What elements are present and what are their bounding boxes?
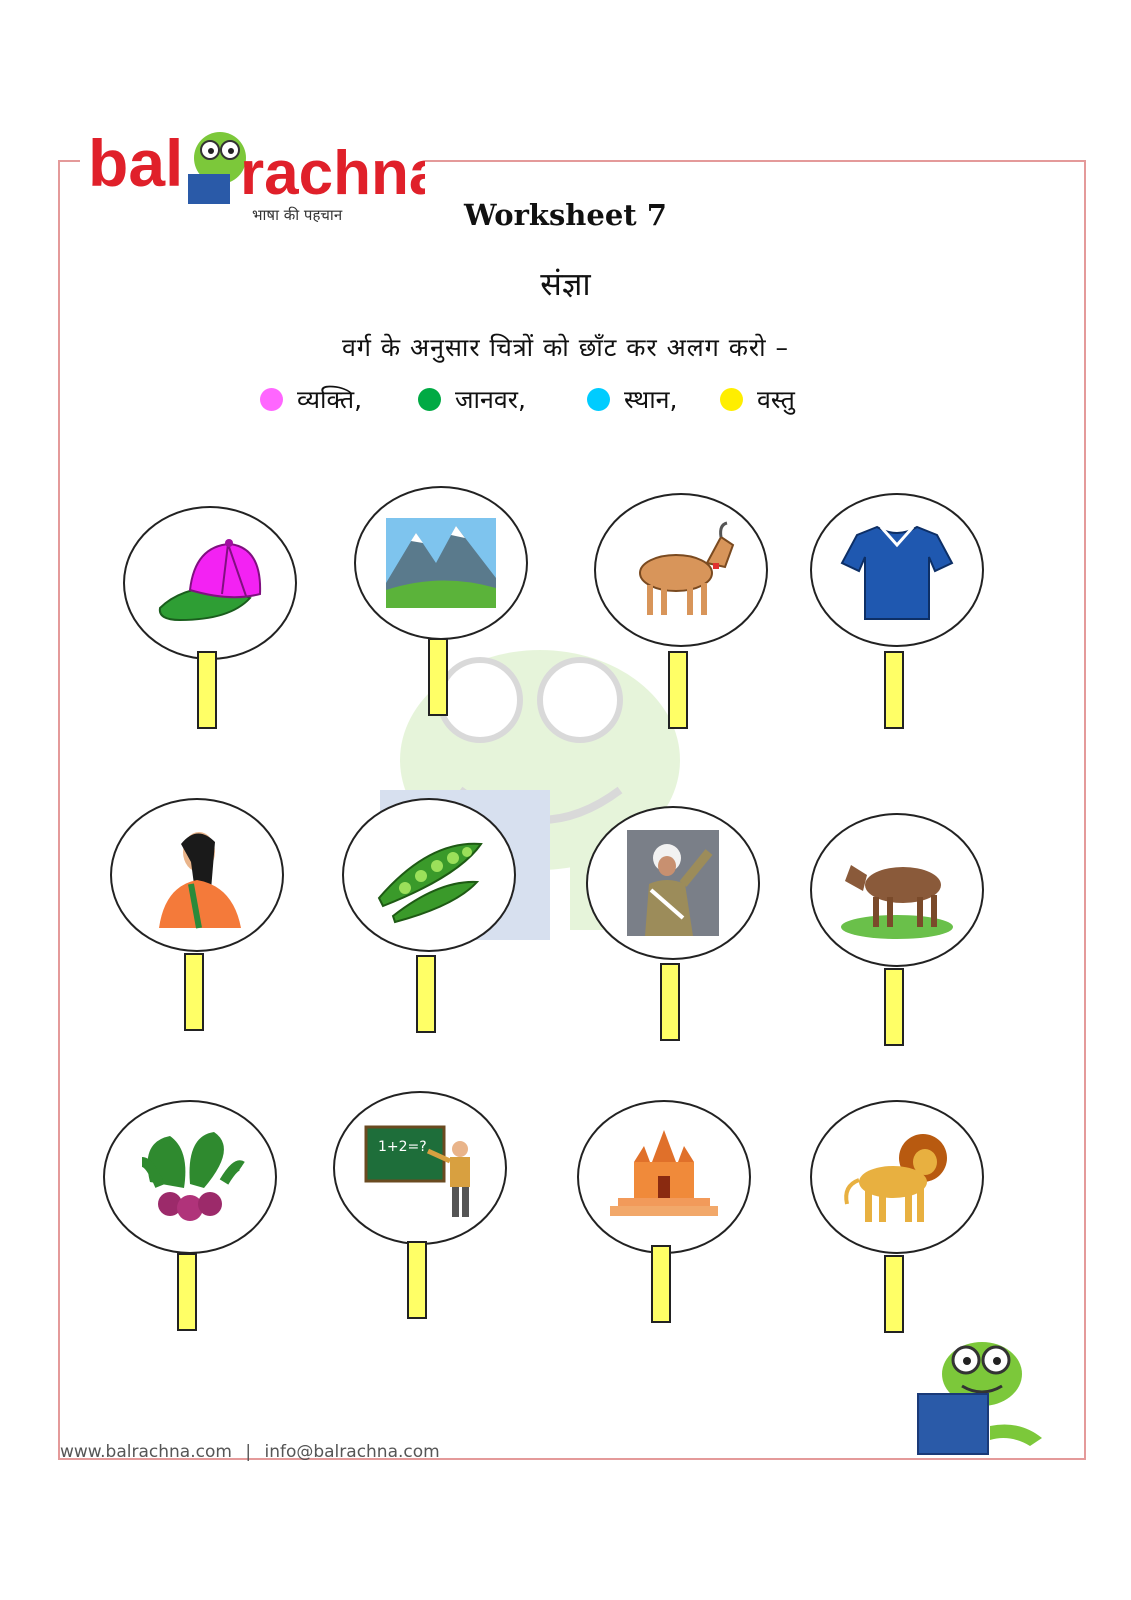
stick bbox=[668, 651, 688, 729]
picture-circle bbox=[110, 798, 284, 952]
picture-circle bbox=[342, 798, 516, 952]
picture-circle bbox=[810, 1100, 984, 1254]
stick bbox=[197, 651, 217, 729]
woman-icon bbox=[137, 820, 257, 930]
temple-icon bbox=[604, 1122, 724, 1232]
goat-icon bbox=[621, 515, 741, 625]
picture-circle bbox=[577, 1100, 751, 1254]
stick bbox=[416, 955, 436, 1033]
stick bbox=[651, 1245, 671, 1323]
subtitle: संज्ञा bbox=[540, 265, 591, 303]
green-dot-icon bbox=[418, 388, 441, 411]
picture-circle bbox=[103, 1100, 277, 1254]
legend-item-animal: जानवर, bbox=[418, 382, 526, 416]
picture-circle bbox=[586, 806, 760, 960]
blue-dot-icon bbox=[587, 388, 610, 411]
stick bbox=[660, 963, 680, 1041]
stick bbox=[884, 651, 904, 729]
svg-text:bal: bal bbox=[88, 126, 184, 200]
picture-circle bbox=[123, 506, 297, 660]
shirt-icon bbox=[837, 515, 957, 625]
picture-circle bbox=[810, 493, 984, 647]
footer-separator: | bbox=[245, 1442, 252, 1462]
instruction: वर्ग के अनुसार चित्रों को छाँट कर अलग करो – bbox=[341, 333, 790, 362]
yellow-dot-icon bbox=[720, 388, 743, 411]
mountains-icon bbox=[381, 508, 501, 618]
cow-icon bbox=[837, 835, 957, 945]
teacher-icon bbox=[360, 1113, 480, 1223]
picture-circle bbox=[810, 813, 984, 967]
mascot-icon bbox=[910, 1330, 1050, 1460]
brand-tagline: भाषा की पहचान bbox=[252, 206, 343, 224]
stick bbox=[884, 1255, 904, 1333]
stick bbox=[184, 953, 204, 1031]
picture-circle bbox=[354, 486, 528, 640]
peas-icon bbox=[369, 820, 489, 930]
cap-icon bbox=[150, 528, 270, 638]
legend-item-place: स्थान, bbox=[587, 382, 678, 416]
worksheet-title: Worksheet 7 bbox=[464, 198, 667, 232]
board-text: 1+2=? bbox=[378, 1139, 427, 1155]
traffic-police-icon bbox=[613, 828, 733, 938]
lion-icon bbox=[837, 1122, 957, 1232]
stick bbox=[884, 968, 904, 1046]
legend-item-person: व्यक्ति, bbox=[260, 382, 362, 416]
stick bbox=[177, 1253, 197, 1331]
footer bbox=[60, 1442, 440, 1462]
legend-item-thing: वस्तु bbox=[720, 382, 795, 416]
pink-dot-icon bbox=[260, 388, 283, 411]
stick bbox=[407, 1241, 427, 1319]
website-link[interactable]: www.balrachna.com bbox=[60, 1442, 232, 1462]
picture-circle bbox=[333, 1091, 507, 1245]
stick bbox=[428, 638, 448, 716]
legend bbox=[0, 382, 1131, 422]
beetroot-icon bbox=[130, 1122, 250, 1232]
email-link[interactable]: info@balrachna.com bbox=[264, 1442, 440, 1462]
svg-text:rachna: rachna bbox=[240, 139, 425, 208]
picture-circle bbox=[594, 493, 768, 647]
